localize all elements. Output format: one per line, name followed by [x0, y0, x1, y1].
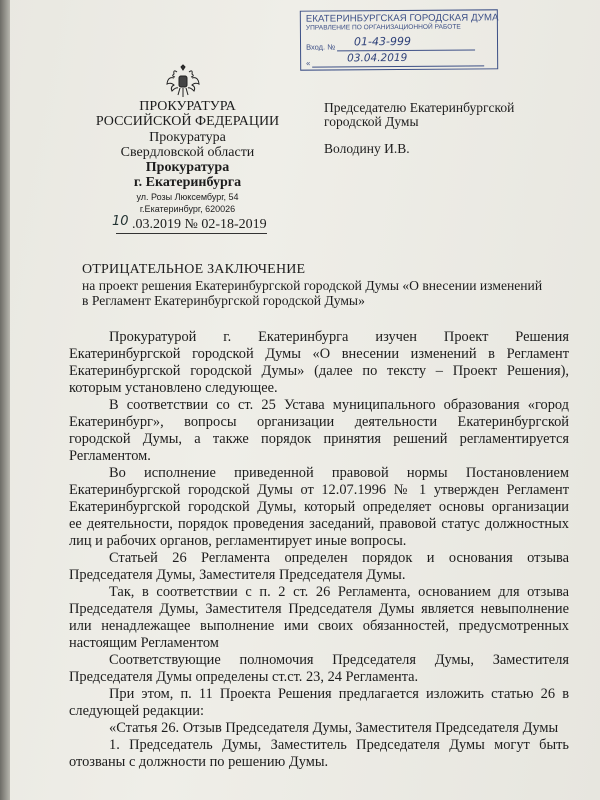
body-line: Соответствующие полномочия Председателя Думы, Заместителя: [109, 652, 569, 668]
page-edge: [0, 0, 10, 800]
document-subtitle-1: на проект решения Екатеринбургской городской Думы «О внесении изменений: [82, 278, 543, 293]
body-line: Екатеринбург», вопросы организации деятельности Екатеринбургской: [69, 414, 569, 430]
stamp-incoming-number: 01-43-999: [353, 34, 411, 49]
body-line: Екатеринбургской городской Думы, который определяет основы организации: [69, 499, 569, 515]
body-line: Председателя Думы определены ст.ст. 23, 24 Регламента.: [69, 669, 419, 685]
recipient-line-1: Председателю Екатеринбургской: [324, 100, 515, 115]
outgoing-day-handwritten: 10: [112, 214, 129, 229]
body-line: Председателя Думы, Заместителя Председателя Думы.: [69, 567, 406, 583]
sender-line-6: г. Екатеринбурга: [133, 175, 242, 190]
double-headed-eagle-emblem-icon: [165, 64, 201, 100]
body-line: лиц и рабочих органов, регламентирует иные вопросы.: [69, 533, 407, 549]
body-line: городской Думы, а также порядок принятия решений регламентируется: [69, 431, 569, 447]
sender-address-2: г.Екатеринбург, 620026: [139, 204, 236, 214]
body-line: Во исполнение приведенной правовой нормы Постановлением: [109, 465, 569, 481]
body-line: которым установлено следующее.: [69, 380, 278, 396]
body-line: Екатеринбургской городской Думы «О внесении изменений в Регламент: [69, 346, 569, 362]
sender-address-1: ул. Розы Люксембург, 54: [136, 192, 239, 202]
body-line: отозваны с должности по решению Думы.: [69, 754, 329, 770]
body-line: Регламентом.: [69, 448, 151, 464]
registration-stamp: [300, 9, 498, 70]
body-line: настоящим Регламентом: [69, 635, 219, 651]
body-line: Так, в соответствии с п. 2 ст. 26 Регламента, основанием для отзыва: [109, 584, 569, 600]
body-line: Председателя Думы, Заместителя Председателя Думы является невыполнение: [69, 601, 569, 617]
sender-line-4: Свердловской области: [120, 145, 255, 160]
body-line: ее деятельности, порядок проведения заседаний, правовой статус должностных: [69, 516, 569, 532]
body-line: или ненадлежащее выполнение ими своих обязанностей, предусмотренных: [69, 618, 569, 634]
stamp-department: УПРАВЛЕНИЕ ПО ОРГАНИЗАЦИОННОЙ РАБОТЕ: [305, 23, 461, 32]
body-line: Екатеринбургской городской Думы» (далее по тексту – Проект Решения),: [69, 363, 569, 379]
stamp-incoming-date: 03.04.2019: [347, 51, 408, 65]
body-line: Статьей 26 Регламента определен порядок и основания отзыва: [109, 550, 569, 566]
sender-line-2: РОССИЙСКОЙ ФЕДЕРАЦИИ: [95, 114, 280, 129]
recipient-name: Володину И.В.: [324, 141, 410, 156]
body-line: «Статья 26. Отзыв Председателя Думы, Заместителя Председателя Думы: [109, 720, 559, 736]
stamp-incoming-label: Вход. №: [306, 42, 336, 52]
sender-line-3: Прокуратура: [149, 130, 226, 145]
document-title: ОТРИЦАТЕЛЬНОЕ ЗАКЛЮЧЕНИЕ: [82, 262, 306, 277]
body-line: следующей редакции:: [69, 703, 204, 719]
stamp-date-prefix: «: [306, 58, 311, 68]
sender-line-5: Прокуратура: [145, 160, 230, 175]
body-line: В соответствии со ст. 25 Устава муниципального образования «город: [109, 397, 569, 413]
outgoing-date-number: [112, 214, 267, 234]
stamp-organization: ЕКАТЕРИНБУРГСКАЯ ГОРОДСКАЯ ДУМА: [305, 12, 499, 25]
body-line: Екатеринбургской городской Думы от 12.07.1996 № 1 утвержден Регламент: [69, 482, 569, 498]
outgoing-date-rest: .03.2019 № 02-18-2019: [116, 217, 267, 234]
body-line: 1. Председатель Думы, Заместитель Председателя Думы могут быть: [109, 737, 569, 753]
body-line: Прокуратурой г. Екатеринбурга изучен Проект Решения: [109, 329, 569, 345]
document-subtitle-2: в Регламент Екатеринбургской городской Думы»: [82, 293, 365, 308]
sender-line-1: ПРОКУРАТУРА: [139, 99, 236, 114]
body-line: При этом, п. 11 Проекта Решения предлагается изложить статью 26 в: [109, 686, 569, 702]
recipient-line-2: городской Думы: [324, 114, 419, 129]
